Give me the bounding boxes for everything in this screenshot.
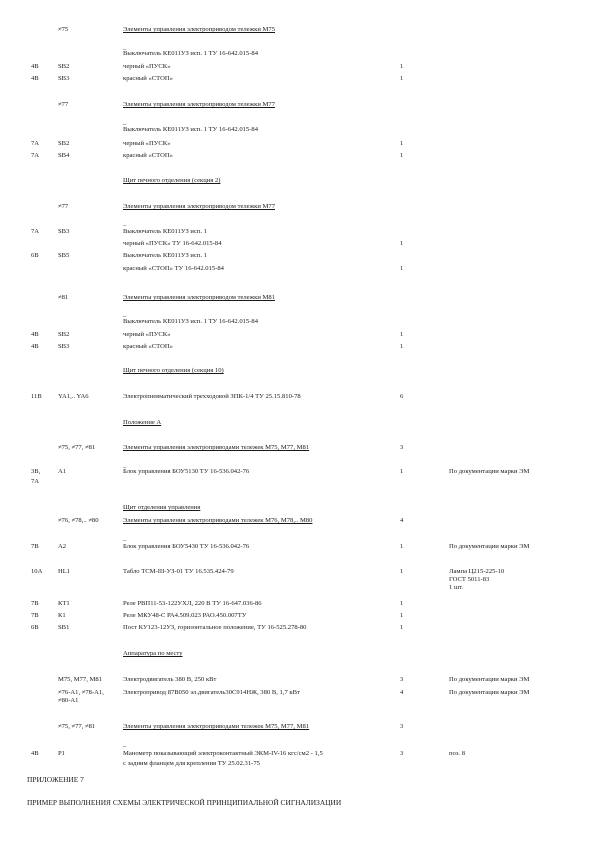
row-qty: 4	[400, 689, 404, 696]
row-des: SB5	[58, 252, 70, 259]
row-qty: 6	[400, 393, 404, 400]
row-note: поз. 8	[449, 750, 466, 757]
row-name: _	[123, 220, 127, 227]
row-note: По документации марки ЭМ	[449, 676, 530, 683]
row-name: Элементы управления электроприводом тележки М77	[123, 101, 275, 108]
row-qty: 1	[400, 240, 404, 247]
row-name: Выключатель КЕ011УЗ исп. 1 ТУ 16-642.015-84	[123, 50, 259, 57]
row-name: Аппаратура по месту	[123, 650, 183, 657]
row-note: По документации марки ЭМ	[449, 543, 530, 550]
row-des: А1	[58, 468, 67, 475]
row-name: Положение А	[123, 419, 162, 426]
row-qty: 1	[400, 468, 404, 475]
row-pos: 11В	[31, 393, 42, 400]
row-pos: 7А	[31, 228, 40, 235]
row-note: 1 шт.	[449, 584, 464, 591]
row-note: Лампа Ц215-225-10	[449, 568, 505, 575]
row-name: Манометр показывающий электроконтактный ЭКМ-IV-16 кгс/см2 - 1,5	[123, 750, 323, 757]
row-pos: 7В	[31, 600, 39, 607]
row-des: ≠77	[58, 203, 69, 210]
row-name: красный «СТОП»	[123, 75, 173, 82]
row-des: SB3	[58, 228, 70, 235]
row-name: _	[123, 311, 127, 318]
row-pos: 7В	[31, 543, 39, 550]
appendix-label: ПРИЛОЖЕНИЕ 7	[27, 775, 84, 784]
row-name: Реле МКУ48-С РА4.509.023 РАО.450.007ТУ	[123, 612, 247, 619]
row-name: Щит печного отделения (секция 10)	[123, 367, 224, 374]
row-des: SB4	[58, 152, 70, 159]
row-pos: 7А	[31, 140, 40, 147]
row-name: _	[123, 741, 127, 748]
row-des: SB3	[58, 343, 70, 350]
row-des: ≠75, ≠77, ≠81	[58, 723, 96, 730]
row-qty: 1	[400, 331, 404, 338]
row-name: Элементы управления электроприводом тележки М77	[123, 203, 275, 210]
row-qty: 1	[400, 600, 404, 607]
row-name: Щит отделения управления	[123, 504, 201, 511]
row-qty: 1	[400, 612, 404, 619]
appendix-title: ПРИМЕР ВЫПОЛНЕНИЯ СХЕМЫ ЭЛЕКТРИЧЕСКОЙ ПРИНЦИПИАЛЬНОЙ СИГНАЛИЗАЦИИ	[27, 798, 342, 807]
row-pos: 7А	[31, 478, 40, 485]
row-des: КТ1	[58, 600, 70, 607]
row-name: Элементы управления электроприводами тележек М75, М77, М81	[123, 444, 310, 451]
row-name: _	[123, 535, 127, 542]
row-pos: 4В	[31, 343, 39, 350]
row-qty: 3	[400, 723, 404, 730]
row-qty: 3	[400, 444, 404, 451]
row-des: SB2	[58, 331, 70, 338]
row-name: Щит печного отделения (секция 2)	[123, 177, 221, 184]
row-name: Пост КУ123-12УЗ, горизонтальное положение, ТУ 16-525.278-80	[123, 624, 307, 631]
row-name: _	[123, 462, 127, 469]
row-qty: 1	[400, 343, 404, 350]
row-des: YA1,.. YA6	[58, 393, 89, 400]
row-name: Электродвигатель 380 В, 250 кВт	[123, 676, 217, 683]
row-des: Р1	[58, 750, 65, 757]
row-pos: 6В	[31, 252, 39, 259]
row-qty: 1	[400, 624, 404, 631]
row-pos: 3В,	[31, 468, 41, 475]
row-pos: 4В	[31, 750, 39, 757]
row-pos: 6В	[31, 624, 39, 631]
row-pos: 7А	[31, 152, 40, 159]
row-des: ≠76-А1, ≠78-А1,	[58, 689, 104, 696]
row-name: Выключатель КЕ011УЗ исп. 1 ТУ 16-642.015-84	[123, 318, 259, 325]
row-note: По документации марки ЭМ	[449, 468, 530, 475]
row-qty: 1	[400, 265, 404, 272]
row-pos: 4В	[31, 331, 39, 338]
row-name: черный «ПУСК»	[123, 140, 171, 147]
row-name: Выключатель КЕ011УЗ исп. 1	[123, 228, 208, 235]
row-qty: 1	[400, 568, 404, 575]
row-qty: 3	[400, 676, 404, 683]
row-qty: 1	[400, 63, 404, 70]
row-name: Выключатель КЕ011УЗ исп. 1 ТУ 16-642.015-84	[123, 126, 259, 133]
row-name: Элементы управления электроприводами тележек М76, М78,.. М80	[123, 517, 313, 524]
row-pos: 7В	[31, 612, 39, 619]
row-name: Выключатель КЕ011УЗ исп. 1	[123, 252, 208, 259]
row-name: _	[123, 119, 127, 126]
row-name: Электропривод 87В050 эл.двигатель30С914НЖ, 380 В, 1,7 кВт	[123, 689, 300, 696]
row-name: красный «СТОП»	[123, 152, 173, 159]
row-qty: 4	[400, 517, 404, 524]
row-note: ГОСТ 5011-83	[449, 576, 490, 583]
row-des: ≠77	[58, 101, 69, 108]
row-qty: 3	[400, 750, 404, 757]
row-name: черный «ПУСК»	[123, 331, 171, 338]
row-pos: 4В	[31, 63, 39, 70]
row-des: SB2	[58, 63, 70, 70]
row-name: Табло ТСМ-III-УЗ-01 ТУ 16.535.424-79	[123, 568, 234, 575]
row-name: красный «СТОП» ТУ 16-642.015-84	[123, 265, 224, 272]
row-qty: 1	[400, 140, 404, 147]
row-pos: 4В	[31, 75, 39, 82]
row-name: Электропневматический трехходовой ЗПК-1/4 ТУ 25.15.810-78	[123, 393, 301, 400]
row-des: М75, М77, М81	[58, 676, 102, 683]
row-name: черный «ПУСК» ТУ 16-642.015-84	[123, 240, 222, 247]
row-name: Элементы управления электроприводом тележки М81	[123, 294, 275, 301]
row-name: красный «СТОП»	[123, 343, 173, 350]
row-des: ≠75, ≠77, ≠81	[58, 444, 96, 451]
row-qty: 1	[400, 152, 404, 159]
row-des: SB3	[58, 75, 70, 82]
row-des: SB2	[58, 140, 70, 147]
row-name: Элементы управления электроприводом тележки М75	[123, 26, 275, 33]
row-note: По документации марки ЭМ	[449, 689, 530, 696]
row-des: ≠76, ≠78,.. ≠80	[58, 517, 99, 524]
row-des: HL1	[58, 568, 71, 575]
row-name: Блок управления БОУ5430 ТУ 16-536.042-76	[123, 543, 250, 550]
row-name: Реле РВП11-53-122УХЛ, 220 В ТУ 16-647.036-86	[123, 600, 262, 607]
row-des: К1	[58, 612, 66, 619]
row-des: А2	[58, 543, 67, 550]
row-name: Элементы управления электроприводами тележек М75, М77, М81	[123, 723, 310, 730]
row-des: SB1	[58, 624, 70, 631]
row-name: с задним фланцем для крепления ТУ 25.02.31-75	[123, 760, 260, 767]
row-qty: 1	[400, 75, 404, 82]
row-des: ≠81	[58, 294, 69, 301]
row-name: черный «ПУСК»	[123, 63, 171, 70]
row-qty: 1	[400, 543, 404, 550]
row-name: _	[123, 44, 127, 51]
row-des: ≠75	[58, 26, 69, 33]
row-des: ≠80-А1	[58, 697, 79, 704]
row-name: Блок управления БОУ5130 ТУ 16-536.042-76	[123, 468, 250, 475]
row-pos: 10А	[31, 568, 43, 575]
